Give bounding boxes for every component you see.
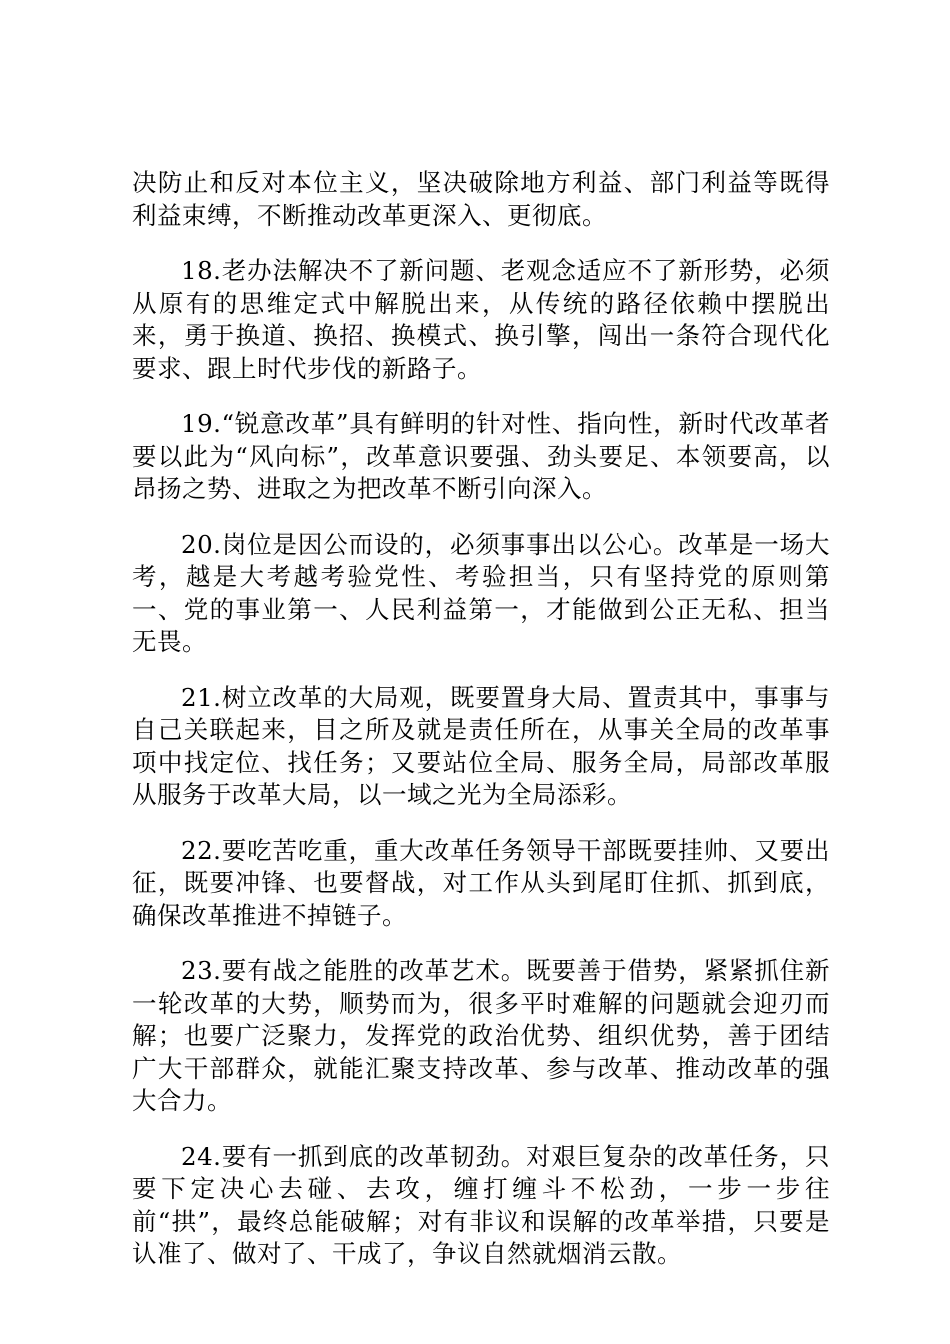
paragraph-23: 23.要有战之能胜的改革艺术。既要善于借势，紧紧抓住新一轮改革的大势，顺势而为，很多平时难解的问题就会迎刃而解；也要广泛聚力，发挥党的政治优势、组织优势，善于团结广大干部群众，就能汇聚支持改革、参与改革、推动改革的强大合力。 (132, 956, 830, 1115)
paragraph-18: 18.老办法解决不了新问题、老观念适应不了新形势，必须从原有的思维定式中解脱出来，从传统的路径依赖中摆脱出来，勇于换道、换招、换模式、换引擎，闯出一条符合现代化要求、跟上时代步伐的新路子。 (132, 256, 830, 383)
paragraph-19: 19.“锐意改革”具有鲜明的针对性、指向性，新时代改革者要以此为“风向标”，改革意识要强、劲头要足、本领要高，以昂扬之势、进取之为把改革不断引向深入。 (132, 409, 830, 503)
paragraph-22: 22.要吃苦吃重，重大改革任务领导干部既要挂帅、又要出征，既要冲锋、也要督战，对工作从头到尾盯住抓、抓到底，确保改革推进不掉链子。 (132, 835, 830, 930)
document-body (132, 167, 830, 1294)
paragraph-20: 20.岗位是因公而设的，必须事事出以公心。改革是一场大考，越是大考越考验党性、考验担当，只有坚持党的原则第一、党的事业第一、人民利益第一，才能做到公正无私、担当无畏。 (132, 529, 830, 656)
paragraph-21: 21.树立改革的大局观，既要置身大局、置责其中，事事与自己关联起来，目之所及就是责任所在，从事关全局的改革事项中找定位、找任务；又要站位全局、服务全局，局部改革服从服务于改革大局，以一域之光为全局添彩。 (132, 682, 830, 809)
paragraph-continuation: 决防止和反对本位主义，坚决破除地方利益、部门利益等既得利益束缚，不断推动改革更深入、更彻底。 (132, 168, 830, 230)
paragraph-24: 24.要有一抓到底的改革韧劲。对艰巨复杂的改革任务，只要下定决心去碰、去攻，缠打缠斗不松劲，一步一步往前“拱”，最终总能破解；对有非议和误解的改革举措，只要是认准了、做对了、干成了，争议自然就烟消云散。 (132, 1141, 830, 1268)
